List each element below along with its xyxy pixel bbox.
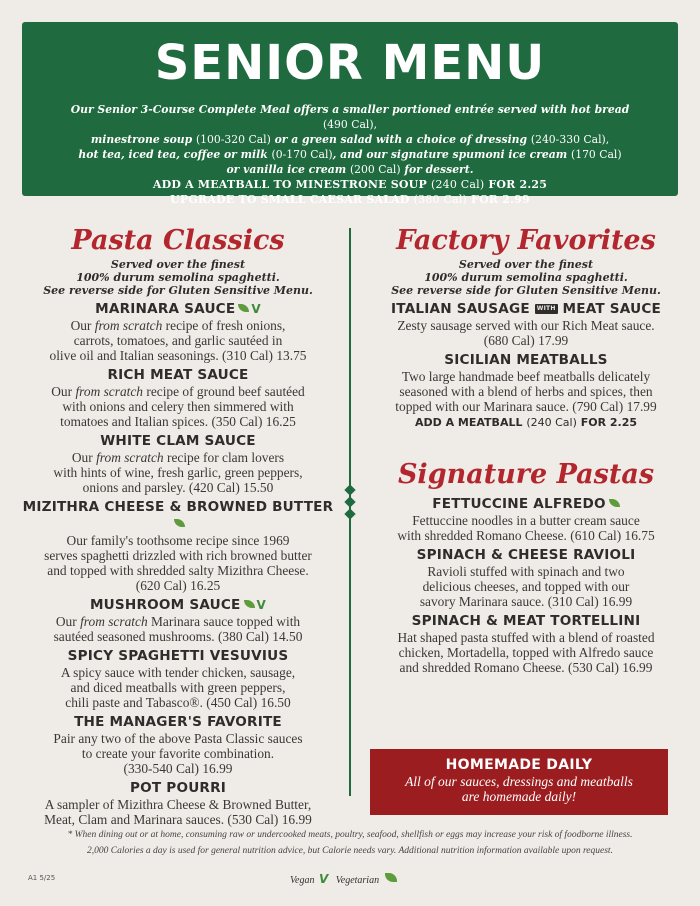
description-line: and diced meatballs with green peppers, <box>70 680 286 695</box>
right-column <box>368 224 684 675</box>
description-line: Pair any two of the above Pasta Classic sauces <box>53 731 303 746</box>
vegetarian-leaf-icon <box>174 519 185 527</box>
description-line: olive oil and Italian seasonings. (310 Cal) 13.75 <box>49 348 307 363</box>
item-description <box>368 630 684 675</box>
menu-item <box>20 714 336 776</box>
description-line: carrots, tomatoes, and garlic sautéed in <box>73 333 283 348</box>
description-line: Fettuccine noodles in a butter cream sauce <box>412 513 640 528</box>
description-line: Our from scratch recipe of fresh onions, <box>70 318 286 333</box>
menu-item <box>20 367 336 429</box>
item-description <box>20 797 336 827</box>
description-line: to create your favorite combination. <box>81 746 275 761</box>
description-line: and shredded Romano Cheese. (530 Cal) 16.99 <box>399 660 653 675</box>
description-line: Our from scratch recipe for clam lovers <box>71 450 285 465</box>
divider-diamond <box>344 508 355 519</box>
description-line: savory Marinara sauce. (310 Cal) 16.99 <box>419 594 633 609</box>
description-line: (330-540 Cal) 16.99 <box>123 761 233 776</box>
description-line: A sampler of Mizithra Cheese & Browned Butter, <box>44 797 312 812</box>
description-line: with shredded Romano Cheese. (610 Cal) 16.75 <box>397 528 655 543</box>
menu-item <box>368 352 684 430</box>
intro-line: minestrone soup (100-320 Cal) or a green salad with a choice of dressing (240-330 Cal), <box>90 133 610 146</box>
add-meatball-note: ADD A MEATBALL (240 Cal) FOR 2.25 <box>414 416 638 429</box>
divider-diamond <box>344 484 355 495</box>
food-safety-note: * When dining out or at home, consuming raw or undercooked meats, poultry, seafood, shellfish or eggs may increase your risk of foodborne illness. <box>67 830 633 840</box>
item-name: SPINACH & CHEESE RAVIOLI <box>416 547 636 563</box>
menu-title: SENIOR MENU <box>154 35 546 91</box>
legend-vegetarian-label: Vegetarian <box>335 875 380 886</box>
item-name: SICILIAN MEATBALLS <box>444 352 608 368</box>
menu-item <box>368 496 684 543</box>
description-line: with onions and celery then simmered with <box>62 399 294 414</box>
description-line: tomatoes and Italian spices. (350 Cal) 16.25 <box>60 414 296 429</box>
item-description <box>20 665 336 710</box>
item-description <box>20 384 336 429</box>
item-name: MIZITHRA CHEESE & BROWNED BUTTER <box>20 499 336 533</box>
item-name: WHITE CLAM SAUCE <box>100 433 256 449</box>
section-title: Pasta Classics <box>71 225 285 256</box>
menu-item <box>20 780 336 827</box>
diet-legend <box>290 872 397 886</box>
item-name: SPICY SPAGHETTI VESUVIUS <box>67 648 289 664</box>
vegetarian-leaf-icon <box>238 304 249 312</box>
item-name: THE MANAGER'S FAVORITE <box>74 714 282 730</box>
description-line: Hat shaped pasta stuffed with a blend of roasted <box>397 630 655 645</box>
item-name: POT POURRI <box>129 780 227 796</box>
item-description: Two large handmade beef meatballs delicately seasoned with a blend of herbs and spices, then topped with our Marinara sauce. (790 Cal) 17.99 <box>395 369 657 414</box>
menu-item <box>20 597 336 644</box>
description-line: with hints of wine, fresh garlic, green peppers, <box>53 465 303 480</box>
legend-vegan-label: Vegan <box>290 875 315 886</box>
description-line: A spicy sauce with tender chicken, sausage, <box>60 665 296 680</box>
signature-pastas-items <box>368 496 684 675</box>
description-line: Meat, Clam and Marinara sauces. (530 Cal) 16.99 <box>44 812 312 827</box>
description-line: Our family's toothsome recipe since 1969 <box>66 533 290 548</box>
vegan-icon: V <box>256 598 267 612</box>
divider-diamond <box>344 496 355 507</box>
menu-item <box>20 433 336 495</box>
menu-item <box>368 613 684 675</box>
nutrition-note: 2,000 Calories a day is used for general nutrition advice, but Calorie needs vary. Additional nutrition information available upon request. <box>87 846 613 856</box>
description-line: (620 Cal) 16.25 <box>135 578 221 593</box>
section-subtitle: Served over the finest 100% durum semolina spaghetti. See reverse side for Gluten Sensitive Menu. <box>43 258 313 297</box>
item-description <box>20 450 336 495</box>
intro-text <box>62 102 638 177</box>
intro-line: or vanilla ice cream (200 Cal) for dessert. <box>226 163 474 176</box>
item-description <box>20 533 336 593</box>
homemade-text: All of our sauces, dressings and meatballs <box>405 774 633 789</box>
item-description <box>368 513 684 543</box>
menu-item <box>20 499 336 593</box>
intro-line: Our Senior 3-Course Complete Meal offers a smaller portioned entrée served with hot bread (490 Cal), <box>70 103 630 131</box>
item-description <box>368 564 684 609</box>
item-description <box>20 318 336 363</box>
item-name: ITALIAN SAUSAGE WITH MEAT SAUCE <box>391 301 661 317</box>
addon-meatball-soup: ADD A MEATBALL TO MINESTRONE SOUP (240 Cal) FOR 2.25 <box>152 178 548 191</box>
item-description <box>20 614 336 644</box>
description-line: and topped with shredded salty Mizithra Cheese. <box>47 563 309 578</box>
homemade-text: are homemade daily! <box>461 789 577 804</box>
item-name: MUSHROOM SAUCE V <box>89 597 267 613</box>
item-name: FETTUCCINE ALFREDO <box>368 496 684 513</box>
pasta-classics-section <box>20 224 336 827</box>
addon-caesar-salad: UPGRADE TO SMALL CAESAR SALAD (380 Cal) FOR 2.99 <box>170 193 530 206</box>
menu-item <box>20 648 336 710</box>
item-name: SPINACH & MEAT TORTELLINI <box>411 613 641 629</box>
description-line: onions and parsley. (420 Cal) 15.50 <box>82 480 274 495</box>
item-description <box>20 731 336 776</box>
menu-item <box>368 547 684 609</box>
item-description: Zesty sausage served with our Rich Meat sauce. (680 Cal) 17.99 <box>397 318 655 348</box>
pasta-classics-items <box>20 301 336 827</box>
description-line: chili paste and Tabasco®. (450 Cal) 16.50 <box>65 695 291 710</box>
vegetarian-leaf-icon <box>244 600 255 608</box>
item-name: MARINARA SAUCE V <box>95 301 261 317</box>
description-line: Our from scratch recipe of ground beef sautéed <box>51 384 305 399</box>
description-line: chicken, Mortadella, topped with Alfredo sauce <box>398 645 654 660</box>
intro-line: hot tea, iced tea, coffee or milk (0-170 Cal), and our signature spumoni ice cream (170 Cal) <box>78 148 622 161</box>
menu-item <box>20 301 336 363</box>
description-line: sautéed seasoned mushrooms. (380 Cal) 14.50 <box>53 629 303 644</box>
vegetarian-leaf-icon <box>609 499 620 507</box>
vegan-icon: V <box>251 302 261 316</box>
description-line: delicious cheeses, and topped with our <box>422 579 630 594</box>
homemade-daily-box <box>370 749 668 815</box>
menu-item <box>368 301 684 348</box>
section-title: Signature Pastas <box>397 459 655 490</box>
homemade-title: HOMEMADE DAILY <box>445 757 593 773</box>
header-banner <box>22 22 678 206</box>
vegetarian-leaf-icon <box>385 873 397 882</box>
item-name: RICH MEAT SAUCE <box>107 367 249 383</box>
section-subtitle: Served over the finest 100% durum semolina spaghetti. See reverse side for Gluten Sensitive Menu. <box>391 258 661 297</box>
section-title: Factory Favorites <box>396 225 656 256</box>
description-line: serves spaghetti drizzled with rich browned butter <box>44 548 312 563</box>
vegan-icon: V <box>318 872 329 886</box>
description-line: Ravioli stuffed with spinach and two <box>427 564 625 579</box>
menu-code: A1 5/25 <box>28 874 56 882</box>
description-line: Our from scratch Marinara sauce topped with <box>55 614 301 629</box>
